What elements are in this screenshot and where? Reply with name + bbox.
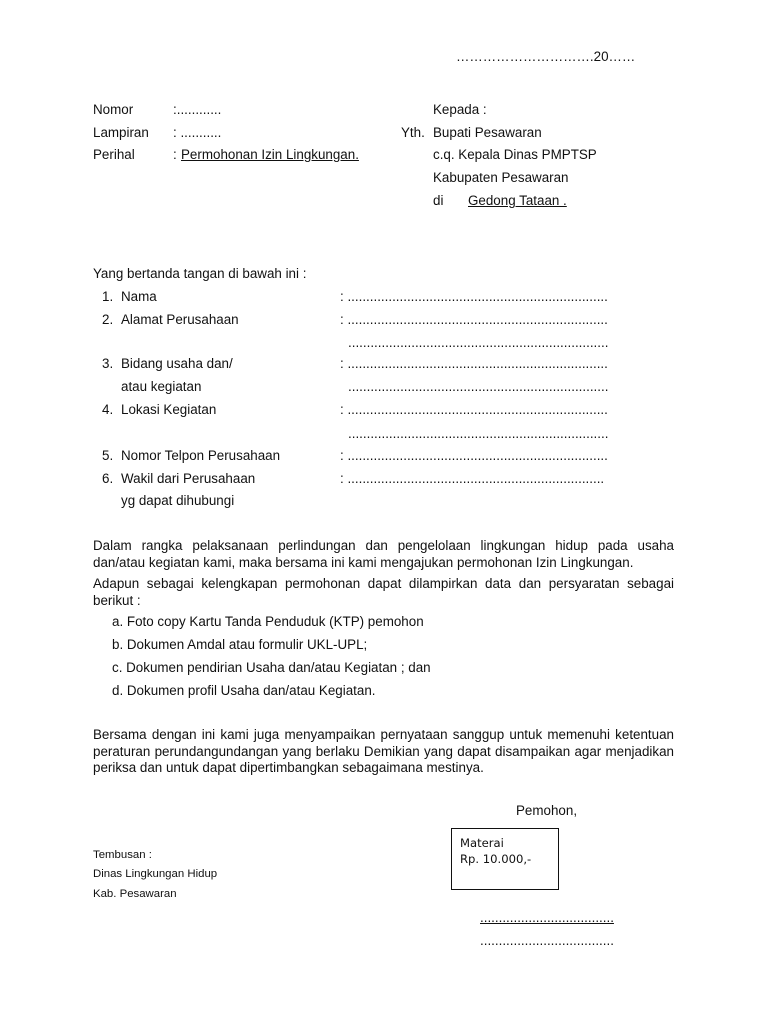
nomor-label: Nomor <box>93 102 134 117</box>
di-label: di <box>433 193 444 208</box>
lampiran-label: Lampiran <box>93 125 149 140</box>
stamp-amount: Rp. 10.000,- <box>460 852 532 866</box>
item-label: Alamat Perusahaan <box>121 312 239 327</box>
signature-name-line: .................................... <box>480 910 614 925</box>
item-label: Nomor Telpon Perusahaan <box>121 448 281 463</box>
lampiran-value: : ........... <box>173 125 222 140</box>
signature-position-line: .................................... <box>480 933 614 948</box>
perihal-value: Permohonan Izin Lingkungan. <box>181 147 359 162</box>
item-number: 1. <box>102 289 114 304</box>
cc-line-2: Kab. Pesawaran <box>93 888 177 900</box>
list-item: a. Foto copy Kartu Tanda Penduduk (KTP) pemohon <box>112 614 424 629</box>
pemohon-label: Pemohon, <box>516 803 578 818</box>
item-label: Nama <box>121 289 157 304</box>
item-number: 3. <box>102 356 114 371</box>
cc-line-1: Dinas Lingkungan Hidup <box>93 868 218 880</box>
item-value-line: : ...................................................................... <box>340 356 608 371</box>
paragraph-closing: Bersama dengan ini kami juga menyampaikan pernyataan sanggup untuk memenuhi ketentuan peraturan perundangundangan yang berlaku Demikian yang dapat disampaikan agar menjadikan periksa dan untuk dapat dipertimbangkan sebagaimana mestinya. <box>93 727 674 775</box>
recipient-line-2: c.q. Kepala Dinas PMPTSP <box>433 147 597 162</box>
list-item: b. Dokumen Amdal atau formulir UKL-UPL; <box>112 637 368 652</box>
yth-label: Yth. <box>401 125 425 140</box>
item-label: Lokasi Kegiatan <box>121 402 217 417</box>
item-label-continuation: yg dapat dihubungi <box>121 493 235 508</box>
stamp-duty-box <box>451 828 559 890</box>
item-value-line: : ..................................................................... <box>340 471 605 486</box>
list-item: d. Dokumen profil Usaha dan/atau Kegiatan. <box>112 683 376 698</box>
kepada-label: Kepada : <box>433 102 487 117</box>
list-item: c. Dokumen pendirian Usaha dan/atau Kegiatan ; dan <box>112 660 431 675</box>
item-value-line: : ...................................................................... <box>340 448 608 463</box>
item-number: 2. <box>102 312 114 327</box>
nomor-value: :............ <box>173 102 222 117</box>
recipient-place: Gedong Tataan . <box>468 193 567 208</box>
paragraph-attachments-intro: Adapun sebagai kelengkapan permohonan dapat dilampirkan data dan persyaratan sebagai berikut : <box>93 576 674 608</box>
paragraph-purpose: Dalam rangka pelaksanaan perlindungan dan pengelolaan lingkungan hidup pada usaha dan/atau kegiatan kami, maka bersama ini kami mengajukan permohonan Izin Lingkungan. <box>93 538 674 570</box>
item-value-continuation: ...................................................................... <box>348 426 609 441</box>
item-value-continuation: ...................................................................... <box>348 379 609 394</box>
item-value-line: : ...................................................................... <box>340 289 608 304</box>
perihal-colon: : <box>173 147 177 162</box>
item-value-line: : ...................................................................... <box>340 402 608 417</box>
item-value-line: : ...................................................................... <box>340 312 608 327</box>
item-value-continuation: ...................................................................... <box>348 335 609 350</box>
item-number: 5. <box>102 448 114 463</box>
item-number: 6. <box>102 471 114 486</box>
item-number: 4. <box>102 402 114 417</box>
date-line: ………………………….20…… <box>456 49 636 64</box>
item-label: Wakil dari Perusahaan <box>121 471 256 486</box>
perihal-label: Perihal <box>93 147 135 162</box>
recipient-line-1: Bupati Pesawaran <box>433 125 542 140</box>
item-label-continuation: atau kegiatan <box>121 379 202 394</box>
item-label: Bidang usaha dan/ <box>121 356 233 371</box>
recipient-line-3: Kabupaten Pesawaran <box>433 170 569 185</box>
stamp-label: Materai <box>460 836 504 850</box>
form-intro: Yang bertanda tangan di bawah ini : <box>93 266 307 281</box>
cc-title: Tembusan : <box>93 849 152 861</box>
